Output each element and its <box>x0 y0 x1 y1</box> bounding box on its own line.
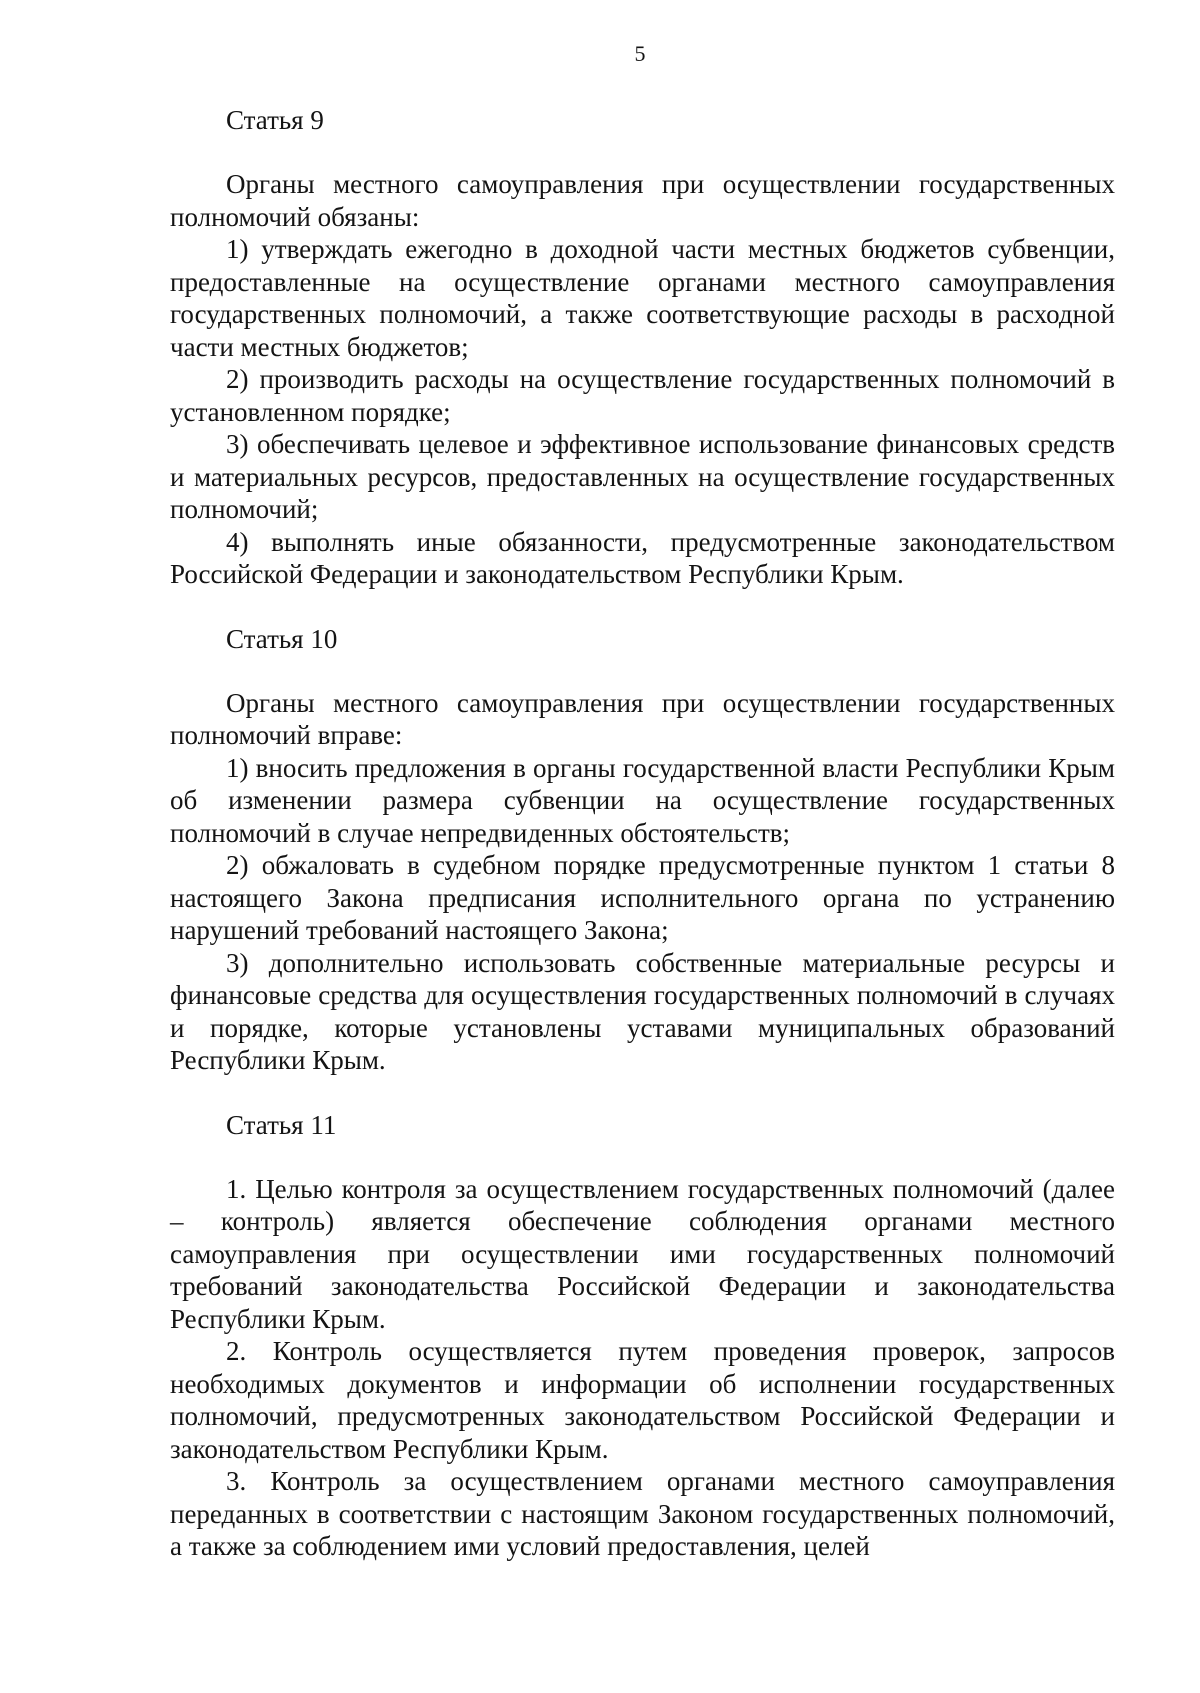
article-10 <box>170 623 1115 1077</box>
article-heading: Статья 10 <box>226 623 338 654</box>
document-body <box>170 104 1115 1563</box>
article-paragraph: Органы местного самоуправления при осуществлении государственных полномочий обязаны: <box>170 169 1115 232</box>
page-number: 5 <box>634 41 646 66</box>
article-11 <box>170 1109 1115 1563</box>
article-heading: Статья 11 <box>226 1109 337 1140</box>
article-list-item: 1) вносить предложения в органы государственной власти Республики Крым об изменении размера субвенции на осуществление государственных полномочий в случае непредвиденных обстоятельств; <box>170 752 1115 848</box>
article-heading: Статья 9 <box>226 105 324 135</box>
article-clause: 2. Контроль осуществляется путем проведения проверок, запросов необходимых документов и информации об исполнении государственных полномочий, предусмотренных законодательством Российской Федерации и законодательством Республики Крым. <box>170 1336 1115 1464</box>
article-list-item: 3) обеспечивать целевое и эффективное использование финансовых средств и материальных ресурсов, предоставленных на осуществление государственных полномочий; <box>170 429 1115 524</box>
article-clause: 3. Контроль за осуществлением органами местного самоуправления переданных в соответствии с настоящим Законом государственных полномочий, а также за соблюдением ими условий предоставления, целей <box>170 1466 1115 1561</box>
article-9 <box>170 104 1115 591</box>
article-clause: 1. Целью контроля за осуществлением государственных полномочий (далее – контроль) является обеспечение соблюдения органами местного самоуправления при осуществлении ими государственных полномочий требований законодательства Российской Федерации и законодательства Республики Крым. <box>170 1173 1115 1334</box>
article-list-item: 4) выполнять иные обязанности, предусмотренные законодательством Российской Федерации и законодательством Республики Крым. <box>170 526 1115 589</box>
article-list-item: 1) утверждать ежегодно в доходной части местных бюджетов субвенции, предоставленные на осуществление органами местного самоуправления государственных полномочий, а также соответствующие расходы в расходной части местных бюджетов; <box>170 234 1115 362</box>
article-list-item: 2) производить расходы на осуществление государственных полномочий в установленном порядке; <box>170 364 1115 427</box>
article-paragraph: Органы местного самоуправления при осуществлении государственных полномочий вправе: <box>170 687 1115 750</box>
article-list-item: 2) обжаловать в судебном порядке предусмотренные пунктом 1 статьи 8 настоящего Закона предписания исполнительного органа по устранению нарушений требований настоящего Закона; <box>170 850 1115 945</box>
article-list-item: 3) дополнительно использовать собственные материальные ресурсы и финансовые средства для осуществления государственных полномочий в случаях и порядке, которые установлены уставами муниципальных образований Республики Крым. <box>170 947 1115 1075</box>
